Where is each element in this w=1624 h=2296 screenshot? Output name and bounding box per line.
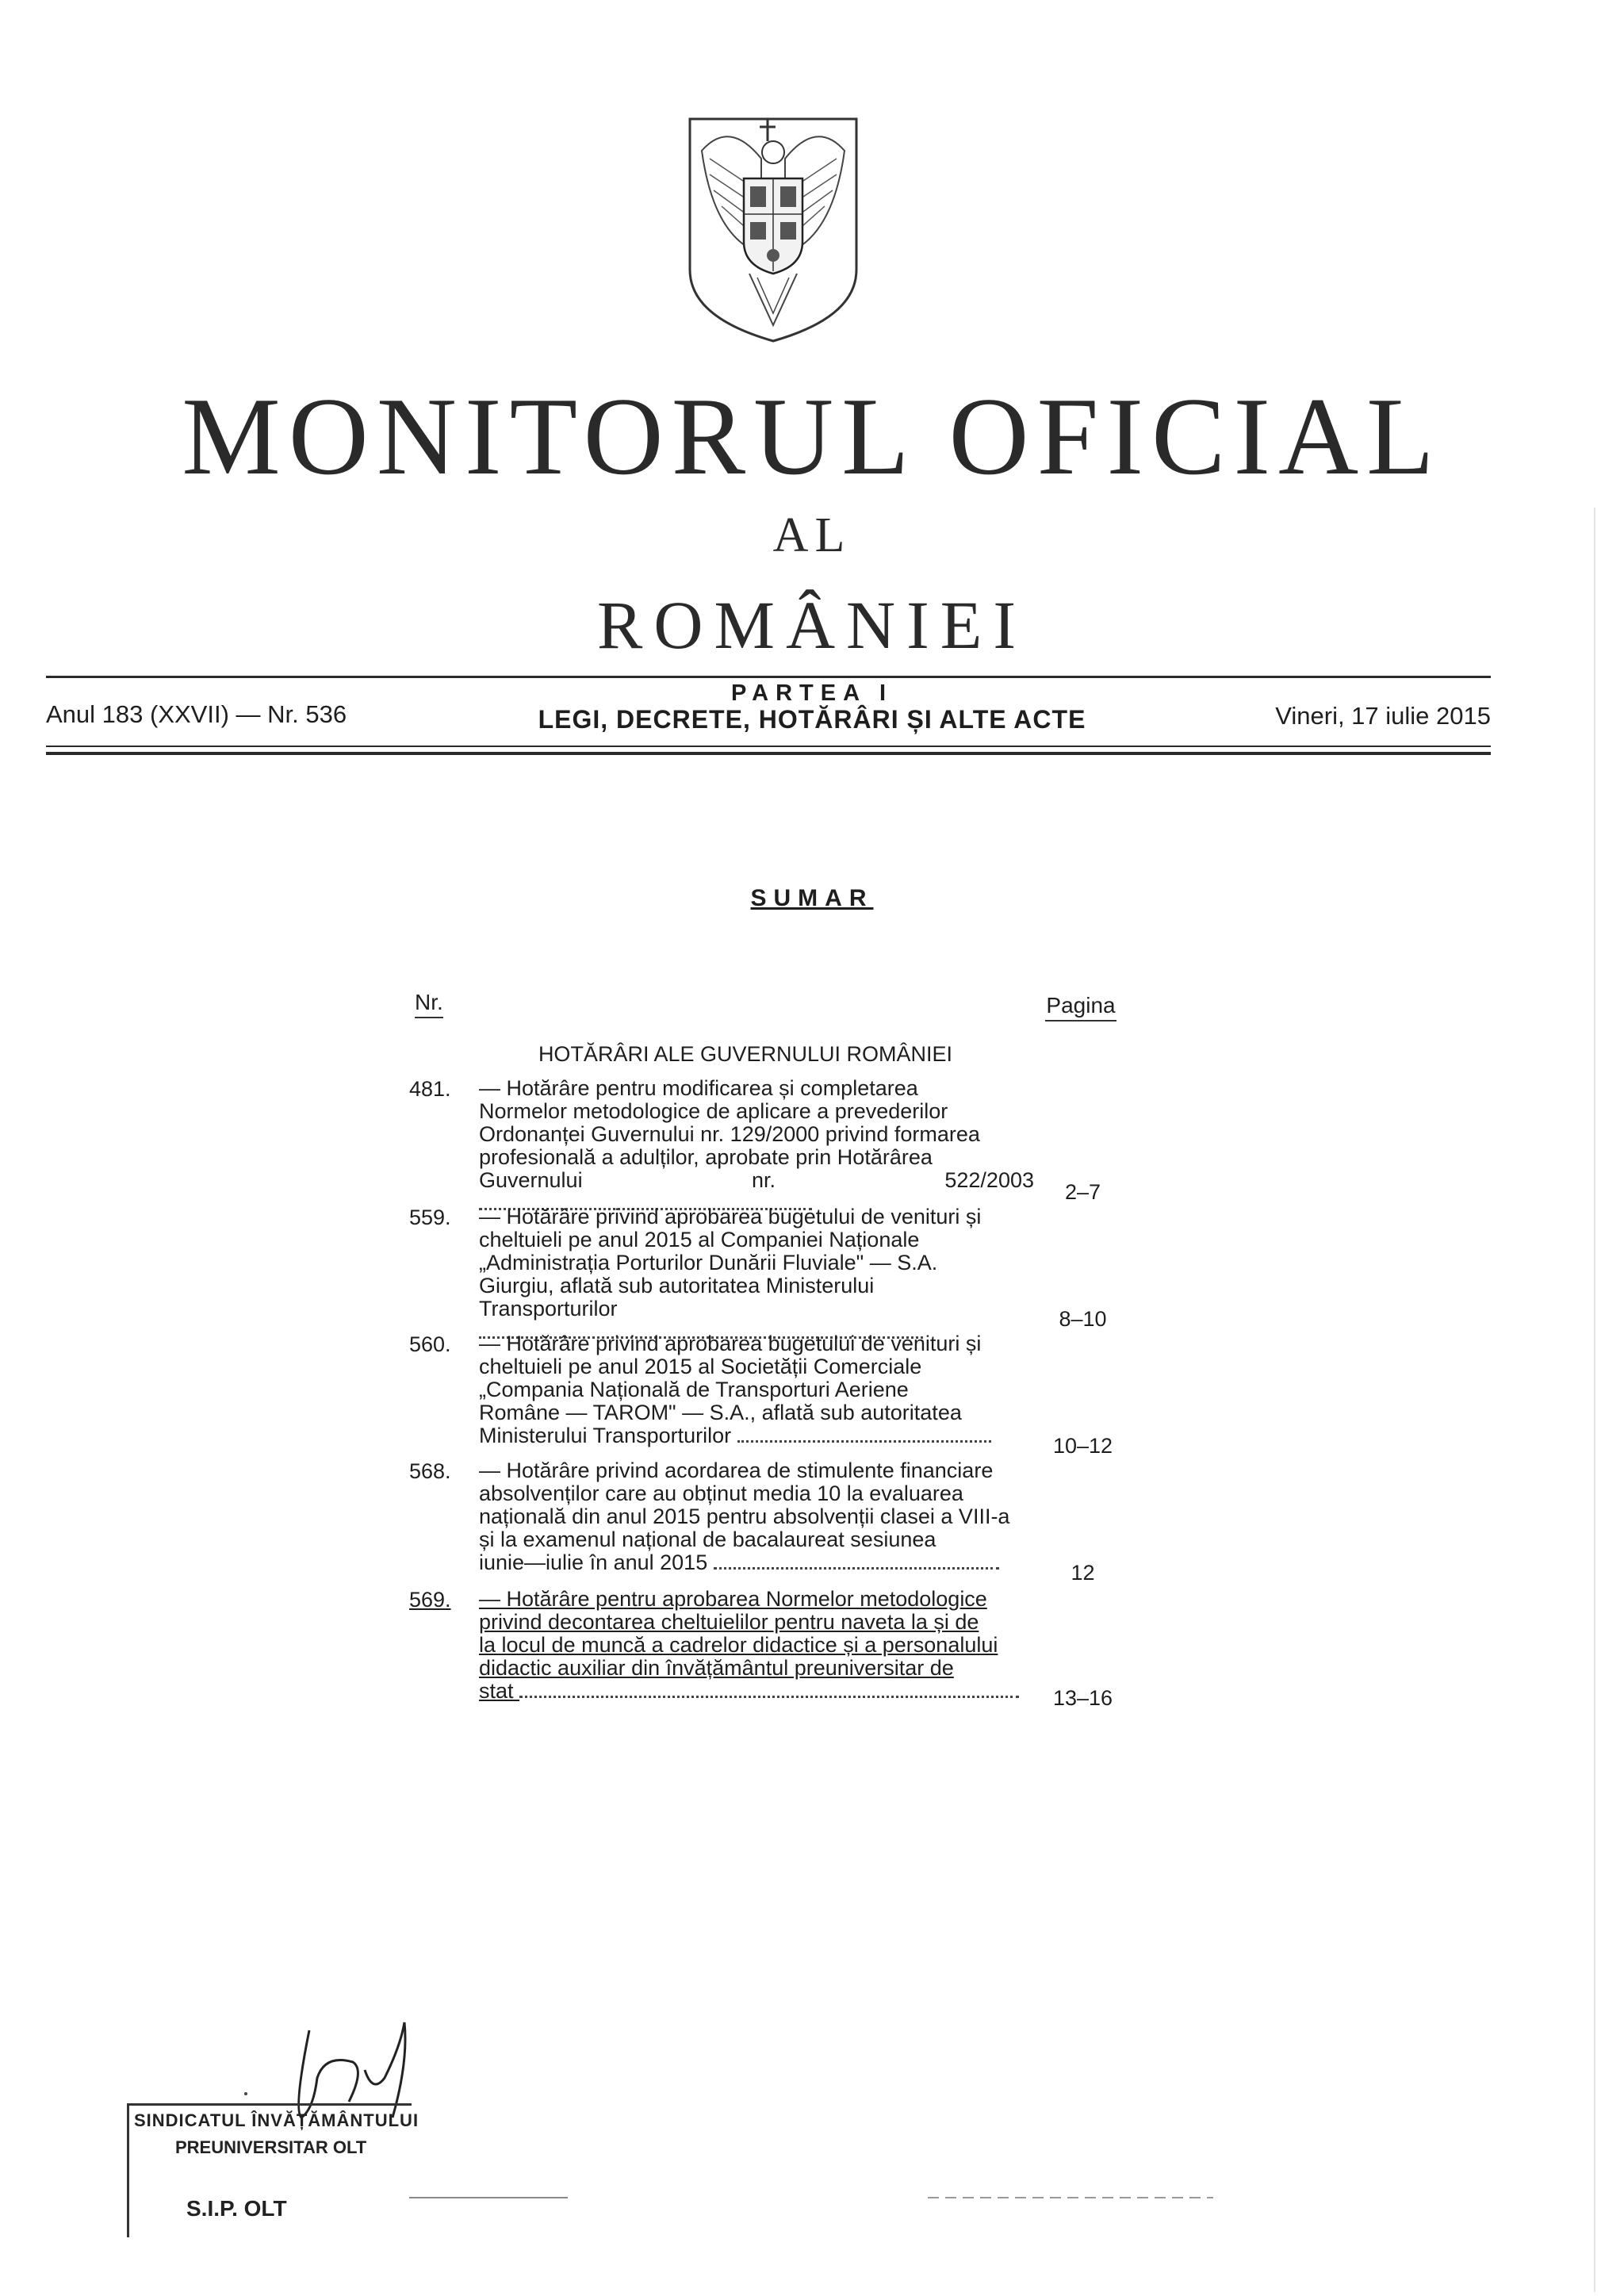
masthead-title: MONITORUL OFICIAL [182,375,1442,498]
entry-pages: 12 [1071,1561,1095,1585]
issue-number: Anul 183 (XXVII) — Nr. 536 [46,700,347,728]
entry-number: 569. [409,1588,451,1612]
coat-of-arms-emblem [682,103,864,349]
stamp-line-1: SINDICATUL ÎNVĂȚĂMÂNTULUI [134,2110,419,2130]
stamp-line-3: S.I.P. OLT [186,2196,287,2221]
entry-title: — Hotărâre privind aprobarea bugetului de venituri și cheltuieli pe anul 2015 al Societății Comerciale „Compania Națională de Transporturi Aeriene Române — TAROM" — S.A., aflată sub autoritatea Ministerului Transporturilor [479,1332,1034,1447]
stamp-line-2: PREUNIVERSITAR OLT [175,2137,367,2157]
issue-date: Vineri, 17 iulie 2015 [1275,702,1491,730]
section-title: LEGI, DECRETE, HOTĂRÂRI ȘI ALTE ACTE [538,705,1086,734]
entry-title: — Hotărâre pentru modificarea și completarea Normelor metodologice de aplicare a prevederilor Ordonanței Guvernului nr. 129/2000 privind formarea profesională a adulților, aprobate prin Hotărârea Guvernului nr. 522/2003 [479,1077,1034,1215]
entry-number: 559. [409,1205,451,1229]
header-bottom-rule-2 [46,752,1491,755]
header-bottom-rule [46,746,1491,747]
part-label: PARTEA I [730,680,894,706]
entry-title: — Hotărâre privind acordarea de stimulente financiare absolvenților care au obținut media 10 la evaluarea națională din anul 2015 pentru absolvenții clasei a VIII-a și la examenul național de bacalaureat sesiunea iunie—iulie în anul 2015 [479,1458,1010,1574]
header-top-rule [46,676,1491,678]
entry-title: — Hotărâre privind aprobarea bugetului de venituri și cheltuieli pe anul 2015 al Companiei Naționale „Administrația Porturilor Dunării Fluviale" — S.A. Giurgiu, aflată sub autoritatea Ministerului Transporturilor [479,1205,1034,1343]
entry-pages: 13–16 [1052,1686,1113,1710]
footer-line [409,2197,568,2198]
scan-edge [1594,508,1595,2292]
category-heading: HOTĂRÂRI ALE GUVERNULUI ROMÂNIEI [538,1042,953,1066]
page-column-header: Pagina [1045,993,1116,1022]
union-stamp [127,2103,419,2237]
footer-dashed-line [928,2197,1213,2198]
entry-number: 560. [409,1332,451,1356]
entry-pages: 2–7 [1064,1180,1101,1204]
entry-title: — Hotărâre pentru aprobarea Normelor metodologice privind decontarea cheltuielilor pentru naveta la și de la locul de muncă a cadrelor didactice și a personalului didactic auxiliar din învățământul preuniversitar de stat [479,1588,1034,1703]
entry-number: 481. [409,1077,451,1101]
entry-number: 568. [409,1459,451,1483]
masthead-al: AL [772,508,852,562]
entry-pages: 10–12 [1052,1434,1113,1458]
nr-column-header: Nr. [415,990,443,1018]
entry-pages: 8–10 [1059,1307,1107,1331]
sumar-title: SUMAR [750,885,874,911]
masthead-country: ROMÂNIEI [597,587,1027,663]
